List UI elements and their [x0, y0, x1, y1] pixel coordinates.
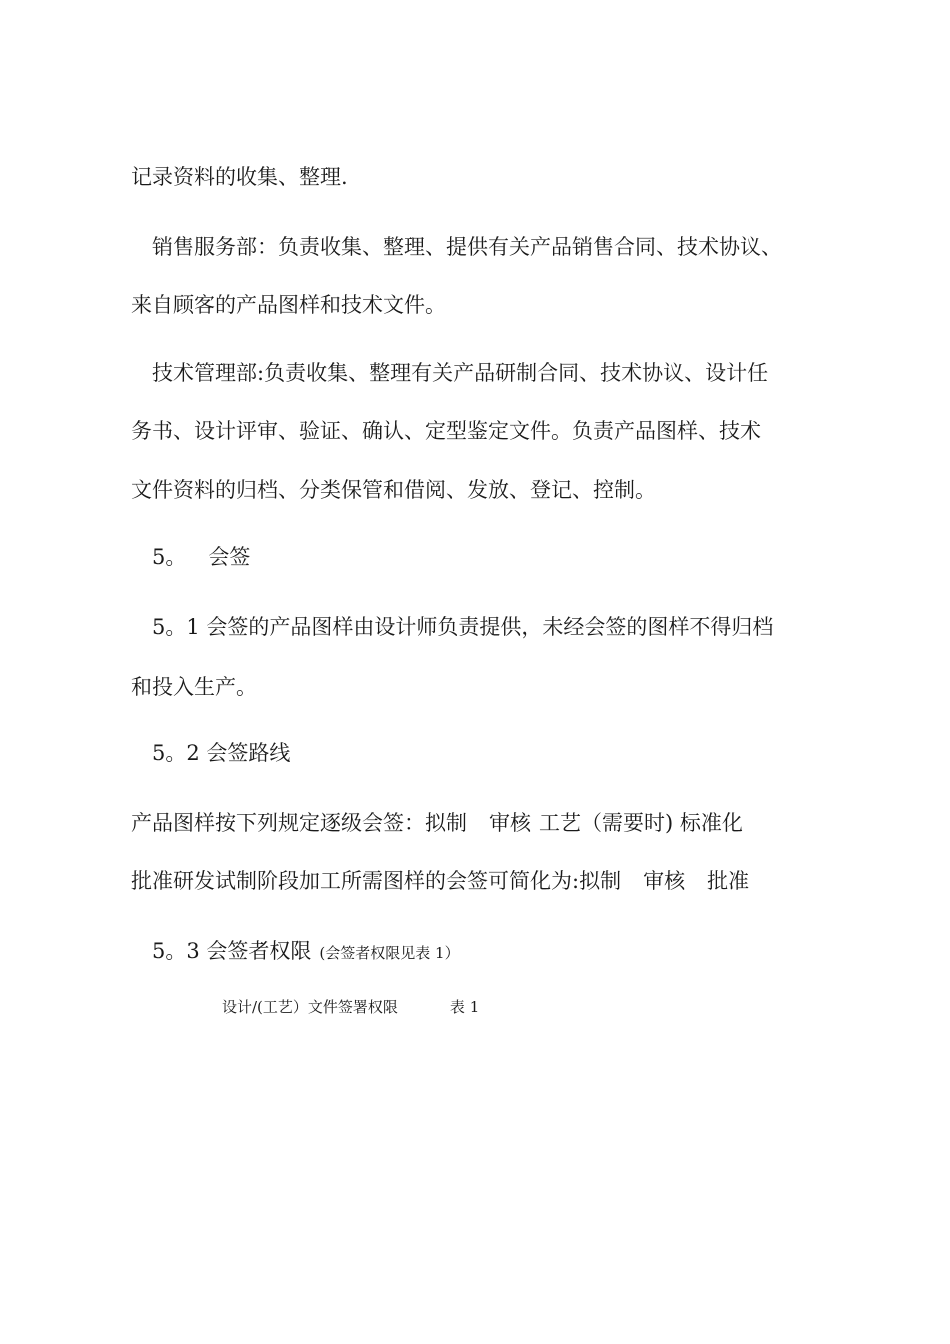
section-5-3-heading — [152, 936, 460, 968]
route-simplified-b: 审核 — [643, 869, 686, 893]
paragraph-records: 记录资料的收集、整理. — [131, 165, 348, 189]
signing-route-line2 — [131, 866, 749, 896]
paragraph-tech-line3: 文件资料的归档、分类保管和借阅、发放、登记、控制。 — [131, 478, 656, 502]
section-5-heading — [152, 542, 250, 572]
signing-route-line1 — [131, 808, 743, 838]
table-caption — [222, 996, 479, 1018]
paragraph-sales-line1: 销售服务部：负责收集、整理、提供有关产品销售合同、技术协议、 — [152, 235, 782, 259]
route-text-b: 审核 — [489, 811, 531, 835]
route-text-a: 产品图样按下列规定逐级会签：拟制 — [131, 811, 467, 835]
table-caption-number: 表 1 — [449, 998, 480, 1016]
section-5-number: 5。 — [152, 545, 187, 569]
table-caption-title: 设计/(工艺）文件签署权限 — [222, 998, 398, 1016]
route-simplified-c: 批准 — [707, 869, 750, 893]
section-5-3-title: 5。3 会签者权限 — [152, 939, 312, 963]
paragraph-tech-line1: 技术管理部:负责收集、整理有关产品研制合同、技术协议、设计任 — [152, 361, 769, 385]
section-5-1-line2: 和投入生产。 — [131, 675, 257, 699]
section-5-1-line1: 5。1 会签的产品图样由设计师负责提供，未经会签的图样不得归档 — [152, 615, 774, 639]
section-5-3-note: (会签者权限见表 1） — [319, 944, 460, 962]
paragraph-sales-line2: 来自顾客的产品图样和技术文件。 — [131, 293, 446, 317]
section-5-title: 会签 — [208, 545, 251, 569]
route-simplified-a: 批准研发试制阶段加工所需图样的会签可简化为:拟制 — [131, 869, 622, 893]
paragraph-tech-line2: 务书、设计评审、验证、确认、定型鉴定文件。负责产品图样、技术 — [131, 419, 761, 443]
route-text-c: 工艺（需要时) 标准化 — [539, 811, 743, 835]
section-5-2-heading: 5。2 会签路线 — [152, 741, 291, 765]
